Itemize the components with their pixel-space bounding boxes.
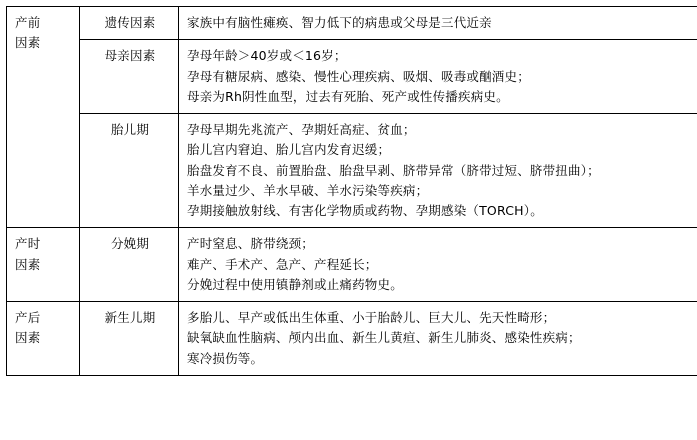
- stage-label: 分娩期: [88, 234, 172, 254]
- table-row: [7, 114, 697, 228]
- description-line: 孕母有糖尿病、感染、慢性心理疾病、吸烟、吸毒或酗酒史；: [187, 67, 697, 87]
- stage-cell-fetal: [80, 114, 179, 228]
- description-cell-fetal: [179, 114, 697, 228]
- stage-cell-neonatal: [80, 302, 179, 376]
- group-cell-prenatal: [7, 7, 80, 228]
- group-label-line: 因素: [15, 328, 73, 348]
- group-label-line: 因素: [15, 255, 73, 275]
- stage-cell-maternal: [80, 40, 179, 114]
- description-line: 胎盘发育不良、前置胎盘、胎盘早剥、脐带异常（脐带过短、脐带扭曲）；: [187, 161, 697, 181]
- group-label-line: 产后: [15, 308, 73, 328]
- description-line: 分娩过程中使用镇静剂或止痛药物史。: [187, 275, 697, 295]
- description-line: 胎儿宫内窘迫、胎儿宫内发育迟缓；: [187, 140, 697, 160]
- description-line: 孕期接触放射线、有害化学物质或药物、孕期感染（TORCH）。: [187, 201, 697, 221]
- description-cell-maternal: [179, 40, 697, 114]
- stage-label: 母亲因素: [88, 46, 172, 66]
- description-line: 多胎儿、早产或低出生体重、小于胎龄儿、巨大儿、先天性畸形；: [187, 308, 697, 328]
- stage-cell-delivery: [80, 228, 179, 302]
- stage-label: 遗传因素: [88, 13, 172, 33]
- description-line: 母亲为Rh阴性血型，过去有死胎、死产或性传播疾病史。: [187, 87, 697, 107]
- description-line: 缺氧缺血性脑病、颅内出血、新生儿黄疸、新生儿肺炎、感染性疾病；: [187, 328, 697, 348]
- risk-factors-table: [6, 6, 697, 376]
- description-line: 家族中有脑性瘫痪、智力低下的病患或父母是三代近亲: [187, 13, 697, 33]
- group-label-line: 产时: [15, 234, 73, 254]
- group-label-line: 产前: [15, 13, 73, 33]
- document-page: [0, 6, 697, 440]
- stage-label: 胎儿期: [88, 120, 172, 140]
- stage-label: 新生儿期: [88, 308, 172, 328]
- description-line: 产时窒息、脐带绕颈；: [187, 234, 697, 254]
- table-body: [7, 7, 697, 376]
- stage-cell-genetic: [80, 7, 179, 40]
- table-row: [7, 40, 697, 114]
- description-line: 难产、手术产、急产、产程延长；: [187, 255, 697, 275]
- table-row: [7, 7, 697, 40]
- table-row: [7, 228, 697, 302]
- description-line: 孕母年龄＞40岁或＜16岁；: [187, 46, 697, 66]
- description-line: 寒冷损伤等。: [187, 349, 697, 369]
- description-cell-delivery: [179, 228, 697, 302]
- group-label-line: 因素: [15, 33, 73, 53]
- group-cell-postnatal: [7, 302, 80, 376]
- description-line: 羊水量过少、羊水早破、羊水污染等疾病；: [187, 181, 697, 201]
- group-cell-intrapartum: [7, 228, 80, 302]
- table-row: [7, 302, 697, 376]
- description-line: 孕母早期先兆流产、孕期妊高症、贫血；: [187, 120, 697, 140]
- description-cell-genetic: [179, 7, 697, 40]
- description-cell-neonatal: [179, 302, 697, 376]
